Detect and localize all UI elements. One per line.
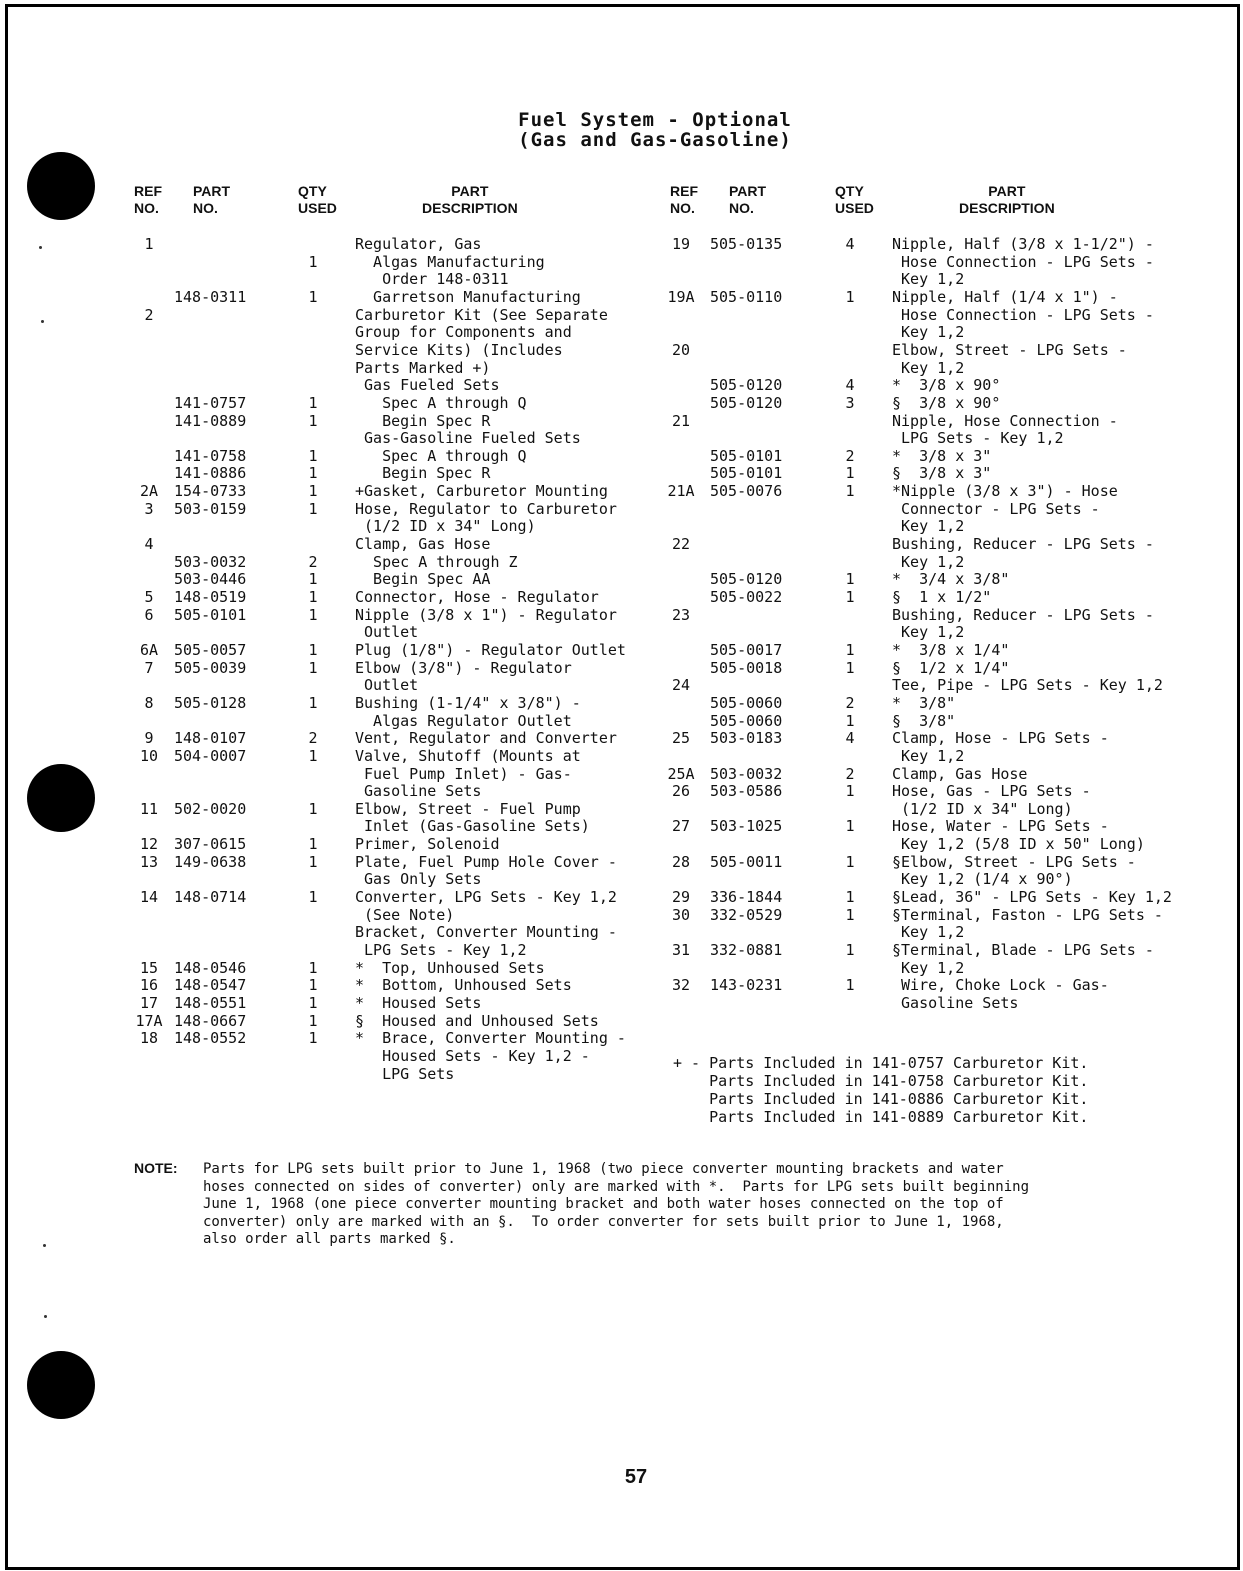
ref-no: 17 xyxy=(139,993,159,1012)
table-row xyxy=(0,236,1190,253)
part-description: Wire, Choke Lock - Gas- xyxy=(892,976,1109,995)
part-description: Key 1,2 xyxy=(892,923,965,942)
part-description: Algas Manufacturing xyxy=(355,252,545,271)
qty-used: 2 xyxy=(845,693,855,712)
table-row xyxy=(0,960,1190,977)
part-description: Order 148-0311 xyxy=(355,270,509,289)
part-description: Algas Regulator Outlet xyxy=(355,711,572,730)
part-description: Bracket, Converter Mounting - xyxy=(355,923,617,942)
table-row xyxy=(0,660,1190,677)
qty-used: 4 xyxy=(845,235,855,253)
qty-used: 1 xyxy=(308,482,318,501)
part-description: (1/2 ID x 34" Long) xyxy=(355,517,536,536)
part-no: 505-0120 xyxy=(710,393,783,412)
qty-used: 1 xyxy=(308,888,318,907)
part-description: Valve, Shutoff (Mounts at xyxy=(355,746,581,765)
part-description: Garretson Manufacturing xyxy=(355,287,581,306)
ref-no: 21A xyxy=(667,482,695,501)
part-description: * 3/8 x 3" xyxy=(892,446,992,465)
part-no: 148-0311 xyxy=(174,287,247,306)
ref-no: 20 xyxy=(671,340,691,359)
table-row xyxy=(0,607,1190,624)
ref-no: 5 xyxy=(144,588,154,606)
part-description: * Bottom, Unhoused Sets xyxy=(355,976,572,995)
part-description: LPG Sets - Key 1,2 xyxy=(892,429,1064,448)
part-no: 503-0032 xyxy=(174,552,247,571)
part-no: 505-0018 xyxy=(710,658,783,677)
qty-used: 1 xyxy=(308,976,318,995)
ref-no: 18 xyxy=(139,1029,159,1048)
qty-used: 1 xyxy=(845,941,855,959)
ref-no: 11 xyxy=(139,799,159,818)
table-row xyxy=(0,518,1190,535)
table-row xyxy=(0,871,1190,888)
part-no: 503-0032 xyxy=(710,764,783,783)
table-row xyxy=(0,483,1190,500)
part-description: Service Kits) (Includes xyxy=(355,340,563,359)
ref-no: 2A xyxy=(139,482,159,501)
part-description: Elbow, Street - Fuel Pump xyxy=(355,799,581,818)
part-no: 332-0529 xyxy=(710,905,783,924)
qty-used: 1 xyxy=(308,799,318,818)
qty-used: 1 xyxy=(308,658,318,677)
part-description: Gas Fueled Sets xyxy=(355,376,500,395)
note-label: NOTE: xyxy=(134,1160,178,1176)
part-description: * Brace, Converter Mounting - xyxy=(355,1029,626,1048)
part-description: § 1/2 x 1/4" xyxy=(892,658,1010,677)
part-description: Primer, Solenoid xyxy=(355,835,500,854)
ref-no: 2 xyxy=(144,305,154,324)
ref-no: 16 xyxy=(139,976,159,995)
part-description: Regulator, Gas xyxy=(355,235,482,253)
part-no: 141-0757 xyxy=(174,393,247,412)
qty-used: 1 xyxy=(308,464,318,483)
qty-used: 1 xyxy=(845,658,855,677)
part-description: Bushing, Reducer - LPG Sets - xyxy=(892,605,1154,624)
part-no: 505-0060 xyxy=(710,693,783,712)
part-no: 505-0110 xyxy=(710,287,783,306)
table-row xyxy=(0,624,1190,641)
part-description: Carburetor Kit (See Separate xyxy=(355,305,608,324)
qty-used: 1 xyxy=(308,605,318,624)
table-row xyxy=(0,907,1190,924)
part-description: §Lead, 36" - LPG Sets - Key 1,2 xyxy=(892,888,1172,907)
ref-no: 25A xyxy=(667,764,695,783)
qty-used: 2 xyxy=(845,446,855,465)
part-description: Outlet xyxy=(355,623,419,642)
qty-used: 1 xyxy=(845,588,855,606)
table-row xyxy=(0,501,1190,518)
part-description: §Elbow, Street - LPG Sets - xyxy=(892,852,1136,871)
ref-no: 26 xyxy=(671,782,691,801)
ref-no: 13 xyxy=(139,852,159,871)
table-row xyxy=(0,854,1190,871)
ref-no: 25 xyxy=(671,729,691,748)
part-description: Key 1,2 xyxy=(892,270,965,289)
part-description: Key 1,2 (1/4 x 90°) xyxy=(892,870,1073,889)
table-row xyxy=(0,1048,660,1065)
ref-no: 3 xyxy=(144,499,154,518)
ref-no: 22 xyxy=(671,535,691,554)
part-no: 154-0733 xyxy=(174,482,247,501)
part-no: 149-0638 xyxy=(174,852,247,871)
ref-no: 15 xyxy=(139,958,159,977)
part-description: Tee, Pipe - LPG Sets - Key 1,2 xyxy=(892,676,1163,695)
table-row xyxy=(0,818,1190,835)
part-description: Elbow, Street - LPG Sets - xyxy=(892,340,1127,359)
part-no: 148-0107 xyxy=(174,729,247,748)
table-row xyxy=(0,748,1190,765)
ref-no: 14 xyxy=(139,888,159,907)
qty-used: 1 xyxy=(845,570,855,589)
ref-no: 29 xyxy=(671,888,691,907)
part-no: 148-0547 xyxy=(174,976,247,995)
part-no: 505-0101 xyxy=(710,446,783,465)
part-description: Spec A through Q xyxy=(355,393,527,412)
part-no: 505-0128 xyxy=(174,693,247,712)
qty-used: 1 xyxy=(308,746,318,765)
table-row xyxy=(0,324,1190,341)
part-no: 503-0159 xyxy=(174,499,247,518)
qty-used: 1 xyxy=(308,640,318,659)
part-no: 148-0551 xyxy=(174,993,247,1012)
qty-used: 1 xyxy=(845,852,855,871)
qty-used: 1 xyxy=(308,693,318,712)
table-row xyxy=(0,642,1190,659)
part-no: 141-0889 xyxy=(174,411,247,430)
right-header-ref: REF NO. xyxy=(670,183,698,216)
table-row xyxy=(0,1030,660,1047)
table-row xyxy=(0,924,1190,941)
left-header-description: PART DESCRIPTION xyxy=(422,183,518,216)
part-description: Group for Components and xyxy=(355,323,572,342)
qty-used: 1 xyxy=(308,852,318,871)
ref-no: 21 xyxy=(671,411,691,430)
ref-no: 19A xyxy=(667,287,695,306)
qty-used: 2 xyxy=(845,764,855,783)
part-no: 505-0060 xyxy=(710,711,783,730)
legend-line: Parts Included in 141-0758 Carburetor Kit. xyxy=(673,1072,1089,1090)
part-no: 505-0120 xyxy=(710,570,783,589)
table-row xyxy=(0,889,1190,906)
part-description: Nipple, Half (3/8 x 1-1/2") - xyxy=(892,235,1154,253)
part-description: * 3/8 x 90° xyxy=(892,376,1001,395)
qty-used: 1 xyxy=(845,464,855,483)
page-title xyxy=(0,110,1243,150)
part-description: (See Note) xyxy=(355,905,455,924)
part-no: 503-0183 xyxy=(710,729,783,748)
table-row xyxy=(0,465,1190,482)
part-no: 503-0446 xyxy=(174,570,247,589)
qty-used: 2 xyxy=(308,729,318,748)
ref-no: 19 xyxy=(671,235,691,253)
part-description: Key 1,2 xyxy=(892,323,965,342)
part-description: Gas Only Sets xyxy=(355,870,482,889)
part-description: Vent, Regulator and Converter xyxy=(355,729,617,748)
part-description: Clamp, Hose - LPG Sets - xyxy=(892,729,1109,748)
part-description: Hose, Regulator to Carburetor xyxy=(355,499,617,518)
qty-used: 1 xyxy=(308,570,318,589)
part-no: 148-0667 xyxy=(174,1011,247,1030)
qty-used: 1 xyxy=(845,482,855,501)
part-no: 148-0519 xyxy=(174,588,247,606)
part-description: Elbow (3/8") - Regulator xyxy=(355,658,572,677)
left-header-ref: REF NO. xyxy=(134,183,162,216)
qty-used: 1 xyxy=(308,1029,318,1048)
part-description: Spec A through Q xyxy=(355,446,527,465)
table-row xyxy=(0,1013,660,1030)
left-header-qty: QTY USED xyxy=(298,183,337,216)
table-row xyxy=(0,1066,660,1083)
part-description: §Terminal, Blade - LPG Sets - xyxy=(892,941,1154,959)
part-no: 336-1844 xyxy=(710,888,783,907)
part-description: § 3/8" xyxy=(892,711,956,730)
part-description: * 3/4 x 3/8" xyxy=(892,570,1010,589)
table-row xyxy=(0,413,1190,430)
part-no: 307-0615 xyxy=(174,835,247,854)
ref-no: 27 xyxy=(671,817,691,836)
part-description: § 1 x 1/2" xyxy=(892,588,992,606)
part-description: Key 1,2 xyxy=(892,552,965,571)
table-row xyxy=(0,713,1190,730)
part-description: Key 1,2 xyxy=(892,958,965,977)
ref-no: 6A xyxy=(139,640,159,659)
part-description: Connector - LPG Sets - xyxy=(892,499,1100,518)
part-no: 505-0039 xyxy=(174,658,247,677)
qty-used: 1 xyxy=(845,817,855,836)
ref-no: 10 xyxy=(139,746,159,765)
legend-line: + - Parts Included in 141-0757 Carburetor Kit. xyxy=(673,1054,1089,1072)
scan-speck xyxy=(44,1315,47,1318)
qty-used: 1 xyxy=(308,446,318,465)
qty-used: 1 xyxy=(845,711,855,730)
part-no: 332-0881 xyxy=(710,941,783,959)
title-line-2: (Gas and Gas-Gasoline) xyxy=(518,129,792,151)
part-no: 505-0135 xyxy=(710,235,783,253)
qty-used: 2 xyxy=(308,552,318,571)
table-row xyxy=(0,377,1190,394)
qty-used: 1 xyxy=(845,640,855,659)
part-no: 505-0057 xyxy=(174,640,247,659)
part-description: +Gasket, Carburetor Mounting xyxy=(355,482,608,501)
part-no: 505-0101 xyxy=(174,605,247,624)
part-description: * 3/8" xyxy=(892,693,956,712)
part-no: 505-0017 xyxy=(710,640,783,659)
ref-no: 1 xyxy=(144,235,154,253)
table-row xyxy=(0,942,1190,959)
ref-no: 30 xyxy=(671,905,691,924)
qty-used: 1 xyxy=(845,976,855,995)
qty-used: 1 xyxy=(308,835,318,854)
part-description: Nipple, Hose Connection - xyxy=(892,411,1118,430)
ref-no: 24 xyxy=(671,676,691,695)
qty-used: 1 xyxy=(845,905,855,924)
part-description: Gas-Gasoline Fueled Sets xyxy=(355,429,581,448)
part-description: Outlet xyxy=(355,676,419,695)
qty-used: 1 xyxy=(845,782,855,801)
ref-no: 28 xyxy=(671,852,691,871)
ref-no: 32 xyxy=(671,976,691,995)
part-description: Gasoline Sets xyxy=(892,993,1019,1012)
qty-used: 1 xyxy=(308,499,318,518)
qty-used: 1 xyxy=(845,888,855,907)
part-no: 505-0022 xyxy=(710,588,783,606)
part-no: 143-0231 xyxy=(710,976,783,995)
part-description: Hose, Gas - LPG Sets - xyxy=(892,782,1091,801)
qty-used: 3 xyxy=(845,393,855,412)
part-no: 148-0546 xyxy=(174,958,247,977)
table-row xyxy=(0,289,1190,306)
qty-used: 1 xyxy=(308,1011,318,1030)
part-description: § 3/8 x 90° xyxy=(892,393,1001,412)
table-row xyxy=(0,695,1190,712)
part-description: Key 1,2 xyxy=(892,623,965,642)
part-description: Key 1,2 (5/8 ID x 50" Long) xyxy=(892,835,1145,854)
part-no: 505-0120 xyxy=(710,376,783,395)
qty-used: 1 xyxy=(308,958,318,977)
table-row xyxy=(0,448,1190,465)
part-no: 504-0007 xyxy=(174,746,247,765)
part-description: Begin Spec R xyxy=(355,464,491,483)
part-description: Nipple, Half (1/4 x 1") - xyxy=(892,287,1118,306)
ref-no: 7 xyxy=(144,658,154,677)
part-no: 503-1025 xyxy=(710,817,783,836)
qty-used: 1 xyxy=(845,287,855,306)
legend-line: Parts Included in 141-0889 Carburetor Kit. xyxy=(673,1108,1089,1126)
table-row xyxy=(0,801,1190,818)
table-row xyxy=(0,977,1190,994)
part-description: Bushing (1-1/4" x 3/8") - xyxy=(355,693,581,712)
part-description: Inlet (Gas-Gasoline Sets) xyxy=(355,817,590,836)
ref-no: 4 xyxy=(144,535,154,554)
right-header-part-no: PART NO. xyxy=(729,183,767,216)
part-description: Bushing, Reducer - LPG Sets - xyxy=(892,535,1154,554)
table-row xyxy=(0,571,1190,588)
table-row xyxy=(0,783,1190,800)
part-description: Spec A through Z xyxy=(355,552,518,571)
part-description: Hose, Water - LPG Sets - xyxy=(892,817,1109,836)
table-row xyxy=(0,307,1190,324)
left-header-part-no: PART NO. xyxy=(193,183,231,216)
part-description: Connector, Hose - Regulator xyxy=(355,588,599,606)
part-description: LPG Sets xyxy=(355,1064,455,1083)
table-row xyxy=(0,554,1190,571)
qty-used: 1 xyxy=(308,411,318,430)
legend-line: Parts Included in 141-0886 Carburetor Kit. xyxy=(673,1090,1089,1108)
part-description: § Housed and Unhoused Sets xyxy=(355,1011,599,1030)
part-description: Parts Marked +) xyxy=(355,358,491,377)
ref-no: 8 xyxy=(144,693,154,712)
table-row xyxy=(0,395,1190,412)
binder-hole-top xyxy=(27,152,95,220)
table-row xyxy=(0,766,1190,783)
qty-used: 1 xyxy=(308,588,318,606)
table-row xyxy=(0,254,1190,271)
part-description: * 3/8 x 1/4" xyxy=(892,640,1010,659)
part-description: Key 1,2 xyxy=(892,517,965,536)
qty-used: 1 xyxy=(308,393,318,412)
table-row xyxy=(0,995,1190,1012)
part-description: Converter, LPG Sets - Key 1,2 xyxy=(355,888,617,907)
binder-hole-bottom xyxy=(27,1351,95,1419)
table-row xyxy=(0,730,1190,747)
table-row xyxy=(0,589,1190,606)
part-description: LPG Sets - Key 1,2 xyxy=(355,941,527,959)
part-description: Hose Connection - LPG Sets - xyxy=(892,305,1154,324)
right-header-qty: QTY USED xyxy=(835,183,874,216)
qty-used: 1 xyxy=(308,993,318,1012)
part-description: Key 1,2 xyxy=(892,358,965,377)
page-number: 57 xyxy=(624,1466,648,1488)
table-row xyxy=(0,360,1190,377)
part-no: 505-0076 xyxy=(710,482,783,501)
ref-no: 6 xyxy=(144,605,154,624)
part-no: 505-0011 xyxy=(710,852,783,871)
title-line-1: Fuel System - Optional xyxy=(518,109,792,131)
part-description: Begin Spec R xyxy=(355,411,491,430)
ref-no: 12 xyxy=(139,835,159,854)
part-description: Clamp, Gas Hose xyxy=(355,535,491,554)
ref-no: 31 xyxy=(671,941,691,959)
part-description: Plate, Fuel Pump Hole Cover - xyxy=(355,852,617,871)
part-description: Housed Sets - Key 1,2 - xyxy=(355,1046,590,1065)
part-no: 141-0886 xyxy=(174,464,247,483)
part-no: 148-0714 xyxy=(174,888,247,907)
part-description: Nipple (3/8 x 1") - Regulator xyxy=(355,605,617,624)
table-row xyxy=(0,342,1190,359)
ref-no: 23 xyxy=(671,605,691,624)
part-description: * Housed Sets xyxy=(355,993,482,1012)
part-description: Fuel Pump Inlet) - Gas- xyxy=(355,764,572,783)
part-no: 505-0101 xyxy=(710,464,783,483)
table-row xyxy=(0,536,1190,553)
part-no: 141-0758 xyxy=(174,446,247,465)
part-description: Plug (1/8") - Regulator Outlet xyxy=(355,640,626,659)
part-description: Clamp, Gas Hose xyxy=(892,764,1028,783)
part-description: *Nipple (3/8 x 3") - Hose xyxy=(892,482,1118,501)
table-row xyxy=(0,271,1190,288)
ref-no: 17A xyxy=(135,1011,163,1030)
part-no: 503-0586 xyxy=(710,782,783,801)
qty-used: 4 xyxy=(845,376,855,395)
part-description: Hose Connection - LPG Sets - xyxy=(892,252,1154,271)
part-description: (1/2 ID x 34" Long) xyxy=(892,799,1073,818)
part-description: Begin Spec AA xyxy=(355,570,491,589)
qty-used: 1 xyxy=(308,287,318,306)
right-header-description: PART DESCRIPTION xyxy=(959,183,1055,216)
part-description: Gasoline Sets xyxy=(355,782,482,801)
part-no: 148-0552 xyxy=(174,1029,247,1048)
qty-used: 4 xyxy=(845,729,855,748)
table-row xyxy=(0,430,1190,447)
note-text: Parts for LPG sets built prior to June 1, 1968 (two piece converter mounting brackets and water hoses connected on sides of converter) only are marked with *. Parts for LPG sets built beginning June 1, 1968 (one piece converter mounting bracket and both water hoses connected on the top of converter) only are marked with an §. To order converter for sets built prior to June 1, 1968, also order all parts marked §. xyxy=(203,1161,1030,1247)
table-row xyxy=(0,677,1190,694)
qty-used: 1 xyxy=(308,252,318,271)
table-row xyxy=(0,836,1190,853)
part-description: Key 1,2 xyxy=(892,746,965,765)
scan-speck xyxy=(43,1244,46,1247)
part-description: §Terminal, Faston - LPG Sets - xyxy=(892,905,1163,924)
part-description: § 3/8 x 3" xyxy=(892,464,992,483)
part-description: * Top, Unhoused Sets xyxy=(355,958,545,977)
part-no: 502-0020 xyxy=(174,799,247,818)
ref-no: 9 xyxy=(144,729,154,748)
